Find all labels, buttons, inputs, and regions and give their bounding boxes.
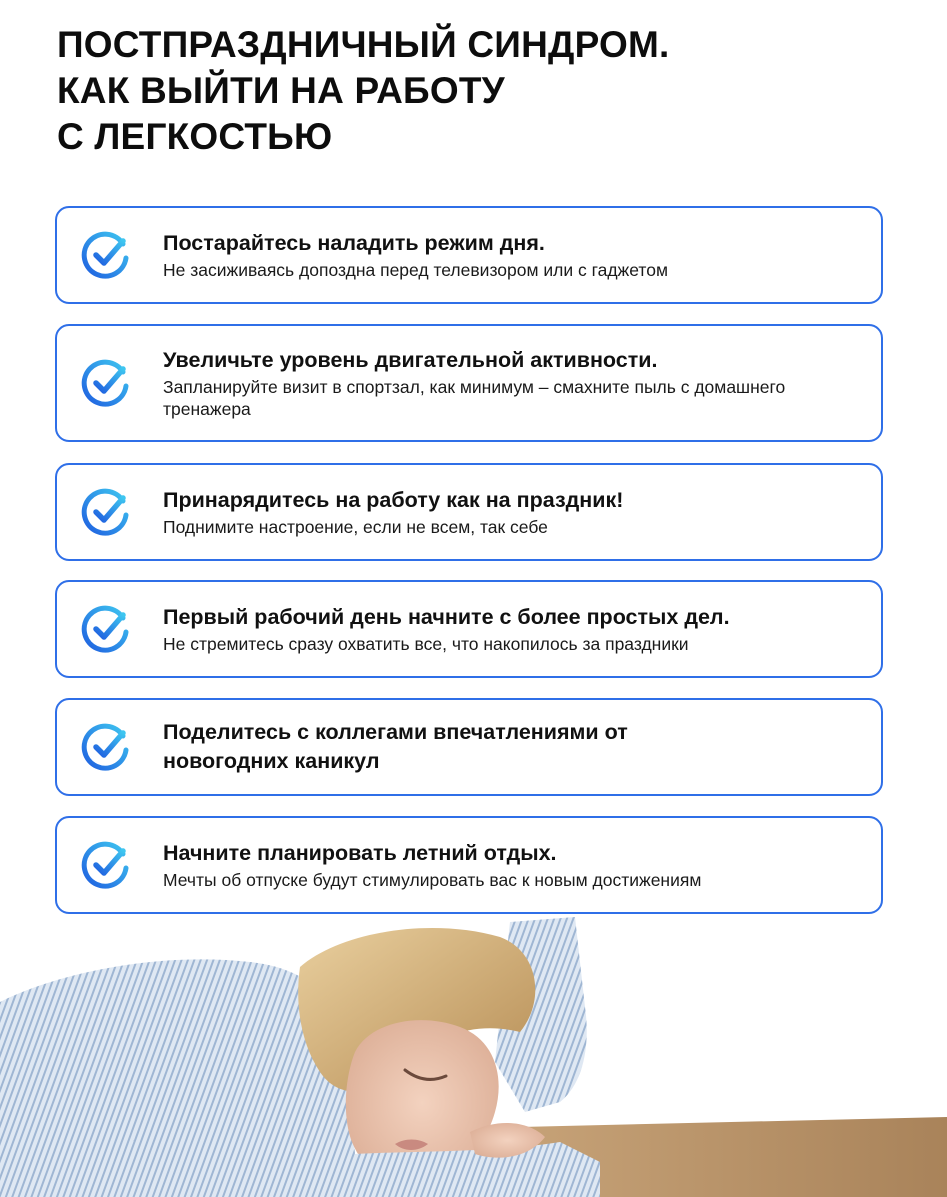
tip-card-4 (55, 580, 883, 678)
tip-heading: Поделитесь с коллегами впечатлениями от новогодних каникул (163, 720, 628, 773)
tip-description: Поднимите настроение, если не всем, так себе (163, 517, 548, 537)
title-line-2: КАК ВЫЙТИ НА РАБОТУ (57, 70, 505, 111)
check-circle-icon (79, 838, 133, 892)
tip-card-2 (55, 324, 883, 442)
check-circle-icon (79, 228, 133, 282)
tip-description: Мечты об отпуске будут стимулировать вас к новым достижениям (163, 870, 702, 890)
tip-description: Запланируйте визит в спортзал, как минимум – смахните пыль с домашнего тренажера (163, 377, 786, 419)
tip-heading: Постарайтесь наладить режим дня. (163, 231, 545, 255)
sleeping-woman-photo (0, 912, 947, 1197)
title-line-1: ПОСТПРАЗДНИЧНЫЙ СИНДРОМ. (57, 24, 670, 65)
tip-heading: Начните планировать летний отдых. (163, 841, 557, 865)
tip-heading: Первый рабочий день начните с более простых дел. (163, 605, 730, 629)
tip-description: Не засиживаясь допоздна перед телевизором или с гаджетом (163, 260, 668, 280)
tip-heading: Увеличьте уровень двигательной активности. (163, 348, 658, 372)
check-circle-icon (79, 602, 133, 656)
page-title (57, 22, 877, 160)
tip-card-6 (55, 816, 883, 914)
tip-card-1 (55, 206, 883, 304)
check-circle-icon (79, 485, 133, 539)
title-line-3: С ЛЕГКОСТЬЮ (57, 116, 333, 157)
tip-card-5 (55, 698, 883, 796)
tip-description: Не стремитесь сразу охватить все, что накопилось за праздники (163, 634, 689, 654)
check-circle-icon (79, 720, 133, 774)
check-circle-icon (79, 356, 133, 410)
tip-card-3 (55, 463, 883, 561)
tip-heading: Принарядитесь на работу как на праздник! (163, 488, 624, 512)
